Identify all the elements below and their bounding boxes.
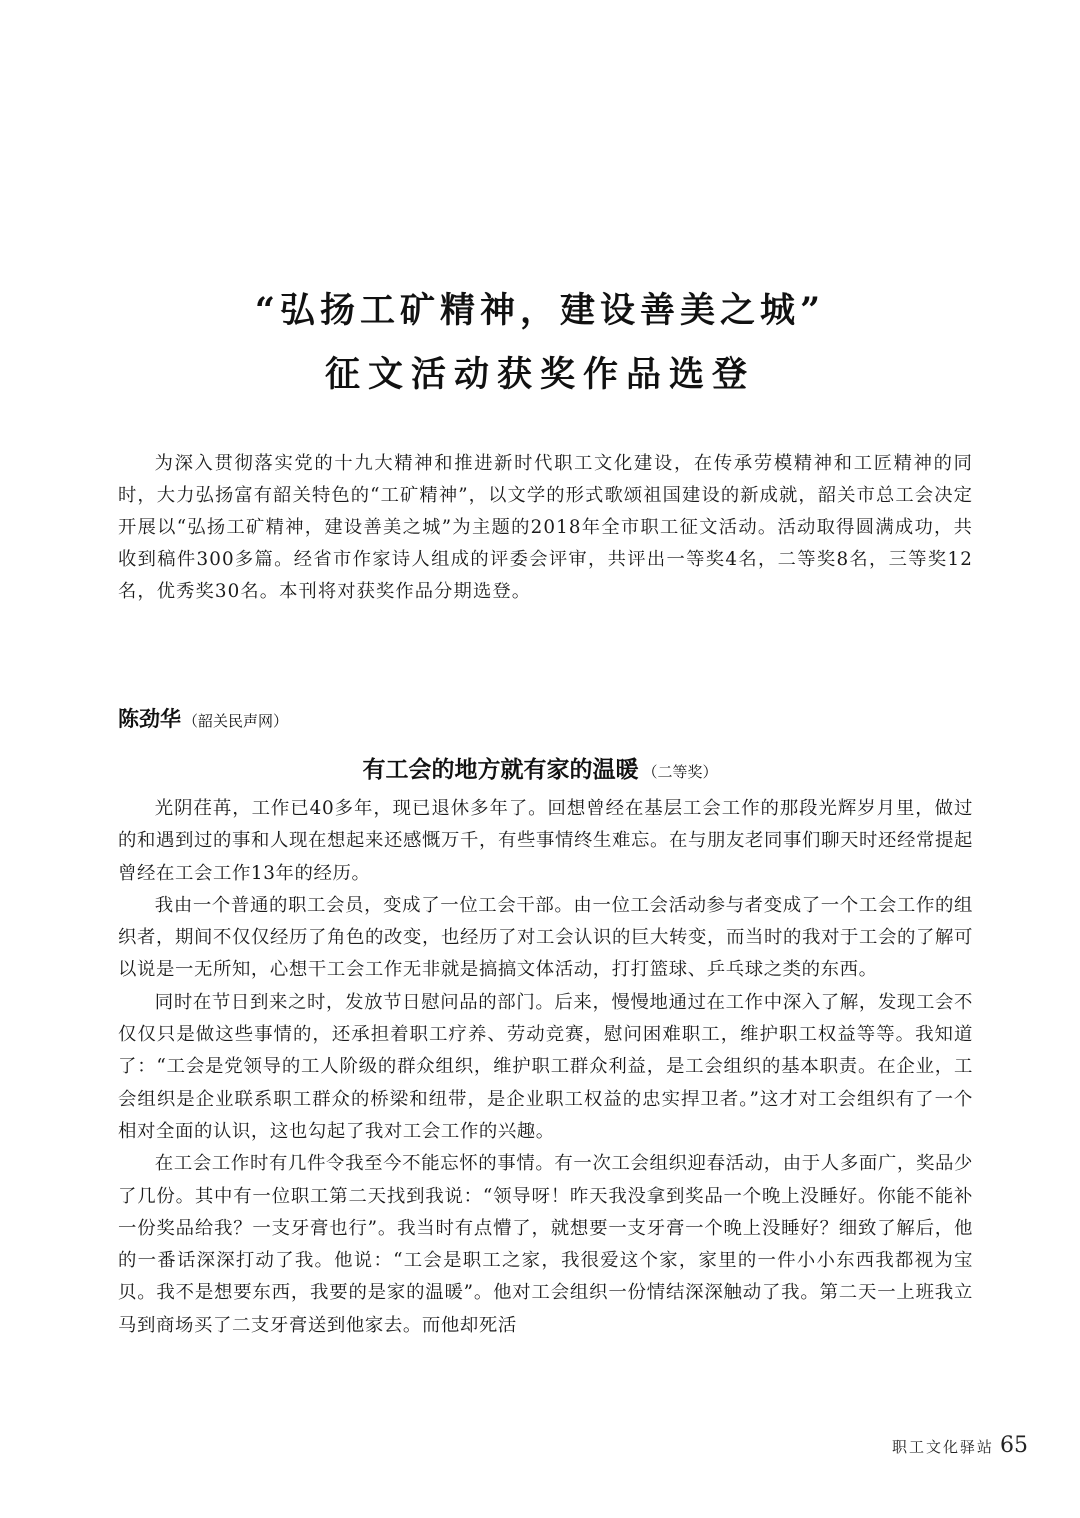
author-line: [118, 703, 288, 733]
page-footer: [892, 1433, 1028, 1458]
feature-title-line2: 征文活动获奖作品选登: [324, 354, 755, 395]
author-affiliation: （韶关民声网）: [183, 712, 289, 730]
body-paragraph: 光阴荏苒，工作已40多年，现已退休多年了。回想曾经在基层工会工作的那段光辉岁月里，做过的和遇到过的事和人现在想起来还感慨万千，有些事情终生难忘。在与朋友老同事们聊天时还经常提起曾经在工会工作13年的经历。: [118, 798, 973, 884]
feature-title-line1: “弘扬工矿精神，建设善美之城”: [254, 290, 826, 331]
body-paragraph: 我由一个普通的职工会员，变成了一位工会干部。由一位工会活动参与者变成了一个工会工作的组织者，期间不仅仅经历了角色的改变，也经历了对工会认识的巨大转变，而当时的我对于工会的了解可以说是一无所知，心想干工会工作无非就是搞搞文体活动，打打篮球、乒乓球之类的东西。: [118, 894, 973, 981]
article-body: [118, 793, 973, 1342]
body-paragraph: 在工会工作时有几件令我至今不能忘怀的事情。有一次工会组织迎春活动，由于人多面广，奖品少了几份。其中有一位职工第二天找到我说：“领导呀！昨天我没拿到奖品一个晚上没睡好。你能不能补一份奖品给我？一支牙膏也行”。我当时有点懵了，就想要一支牙膏一个晚上没睡好？细致了解后，他的一番话深深打动了我。他说：“工会是职工之家，我很爱这个家，家里的一件小小东西我都视为宝贝。我不是想要东西，我要的是家的温暖”。他对工会组织一份情结深深触动了我。第二天一上班我立马到商场买了二支牙膏送到他家去。而他却死活: [118, 1153, 973, 1336]
intro-block: [118, 448, 973, 608]
body-paragraph: 同时在节日到来之时，发放节日慰问品的部门。后来，慢慢地通过在工作中深入了解，发现工会不仅仅只是做这些事情的，还承担着职工疗养、劳动竞赛，慰问困难职工，维护职工权益等等。我知道了：“工会是党领导的工人阶级的群众组织，维护职工群众利益，是工会组织的基本职责。在企业，工会组织是企业联系职工群众的桥梁和纽带，是企业职工权益的忠实捍卫者。”这才对工会组织有了一个相对全面的认识，这也勾起了我对工会工作的兴趣。: [118, 991, 973, 1142]
page-number: 65: [1000, 1433, 1028, 1458]
intro-paragraph: 为深入贯彻落实党的十九大精神和推进新时代职工文化建设，在传承劳模精神和工匠精神的同时，大力弘扬富有韶关特色的“工矿精神”，以文学的形式歌颂祖国建设的新成就，韶关市总工会决定开展以“弘扬工矿精神，建设善美之城”为主题的2018年全市职工征文活动。活动取得圆满成功，共收到稿件300多篇。经省市作家诗人组成的评委会评审，共评出一等奖4名，二等奖8名，三等奖12名，优秀奖30名。本刊将对获奖作品分期选登。: [118, 453, 973, 602]
article-title-line: [0, 751, 1080, 784]
article-title: 有工会的地方就有家的温暖: [362, 757, 639, 783]
award-label: （二等奖）: [642, 763, 718, 781]
author-name: 陈劲华: [118, 707, 181, 731]
publication-name: 职工文化驿站: [891, 1438, 994, 1456]
